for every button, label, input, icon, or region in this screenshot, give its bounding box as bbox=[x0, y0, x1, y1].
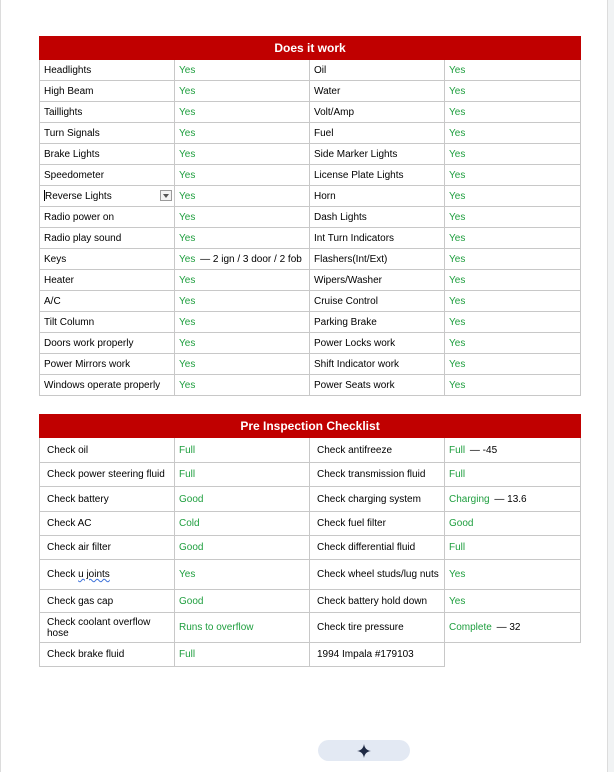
check-result-text: Full bbox=[449, 444, 466, 456]
table-row bbox=[40, 613, 581, 643]
check-result[interactable] bbox=[175, 643, 310, 667]
check-result-text: Full bbox=[449, 469, 466, 480]
check-result-text: Runs to overflow bbox=[179, 622, 254, 633]
item-status-text: Yes bbox=[449, 337, 466, 349]
item-status-text: Yes bbox=[449, 64, 466, 76]
table-row bbox=[40, 536, 581, 560]
item-status-text: Yes bbox=[179, 211, 196, 223]
check-result-text: Full bbox=[179, 649, 196, 660]
check-result-text: Cold bbox=[179, 518, 200, 529]
item-status-text: Yes bbox=[179, 106, 196, 118]
item-status-text: Yes bbox=[179, 379, 196, 391]
check-result-text: Charging bbox=[449, 493, 490, 505]
check-result[interactable] bbox=[445, 590, 581, 613]
item-status-text: Yes bbox=[449, 85, 466, 97]
item-label[interactable] bbox=[310, 354, 445, 375]
item-status[interactable] bbox=[175, 354, 310, 375]
item-label-text: Shift Indicator work bbox=[314, 358, 400, 370]
check-result[interactable] bbox=[445, 512, 581, 536]
item-status-text: Yes bbox=[179, 232, 196, 244]
check-result[interactable] bbox=[445, 643, 581, 667]
check-label[interactable] bbox=[40, 643, 175, 667]
item-label[interactable] bbox=[40, 207, 175, 228]
table-row bbox=[40, 102, 581, 123]
item-label-text: Taillights bbox=[44, 106, 83, 118]
item-label[interactable] bbox=[40, 123, 175, 144]
check-label[interactable] bbox=[310, 643, 445, 667]
sparkle-icon[interactable] bbox=[357, 744, 371, 758]
item-label-text: Horn bbox=[314, 190, 336, 202]
item-label-text: Headlights bbox=[44, 64, 92, 76]
item-label[interactable] bbox=[310, 81, 445, 102]
check-label[interactable] bbox=[310, 463, 445, 487]
item-status[interactable] bbox=[175, 186, 310, 207]
item-label-text: Doors work properly bbox=[44, 337, 134, 349]
item-label-text: Radio power on bbox=[44, 211, 115, 223]
check-label-text: Check battery bbox=[47, 493, 109, 505]
table-row bbox=[40, 228, 581, 249]
item-label[interactable] bbox=[40, 186, 175, 207]
check-label[interactable] bbox=[40, 463, 175, 487]
table-row bbox=[40, 270, 581, 291]
check-result[interactable] bbox=[445, 487, 581, 512]
table-row bbox=[40, 291, 581, 312]
item-label-text: Tilt Column bbox=[44, 316, 95, 328]
item-status-text: Yes bbox=[179, 337, 196, 349]
item-label[interactable] bbox=[310, 228, 445, 249]
check-label-text: Check tire pressure bbox=[317, 622, 404, 633]
check-label-text: Check differential fluid bbox=[317, 542, 416, 553]
check-label[interactable] bbox=[40, 438, 175, 463]
item-status-text: Yes bbox=[179, 316, 196, 328]
check-label[interactable] bbox=[310, 613, 445, 643]
item-status-text: Yes bbox=[449, 169, 466, 181]
table-row bbox=[40, 144, 581, 165]
item-status-text: Yes bbox=[449, 211, 466, 223]
item-status-text: Yes bbox=[449, 190, 466, 202]
item-label[interactable] bbox=[40, 333, 175, 354]
item-status-text: Yes bbox=[179, 274, 196, 286]
item-status[interactable] bbox=[175, 270, 310, 291]
item-status-text: Yes bbox=[179, 358, 196, 370]
table-row bbox=[40, 207, 581, 228]
item-status[interactable] bbox=[445, 165, 581, 186]
item-status[interactable] bbox=[445, 249, 581, 270]
item-status-text: Yes bbox=[449, 316, 466, 328]
check-result-text: Yes bbox=[449, 569, 466, 580]
check-label[interactable] bbox=[310, 536, 445, 560]
item-status[interactable] bbox=[445, 144, 581, 165]
check-result-text: Good bbox=[179, 595, 204, 607]
table-row bbox=[40, 333, 581, 354]
item-label-text: Cruise Control bbox=[314, 295, 378, 307]
item-label-text: Int Turn Indicators bbox=[314, 232, 395, 244]
item-status[interactable] bbox=[445, 207, 581, 228]
item-status-text: Yes bbox=[179, 253, 196, 265]
item-label-text: Radio play sound bbox=[44, 232, 122, 244]
item-status[interactable] bbox=[445, 186, 581, 207]
item-label[interactable] bbox=[40, 354, 175, 375]
check-label-text: Check charging system bbox=[317, 493, 421, 505]
item-label[interactable] bbox=[40, 375, 175, 396]
item-label-text: Speedometer bbox=[44, 169, 105, 181]
pre-inspection-header: Pre Inspection Checklist bbox=[40, 415, 581, 438]
item-label-text: Volt/Amp bbox=[314, 106, 355, 118]
table-row bbox=[40, 123, 581, 144]
item-label[interactable] bbox=[40, 291, 175, 312]
item-label-text: Power Seats work bbox=[314, 379, 395, 391]
item-label-text: Wipers/Washer bbox=[314, 274, 382, 286]
item-status-text: Yes bbox=[449, 274, 466, 286]
item-label[interactable] bbox=[40, 102, 175, 123]
item-label-text: High Beam bbox=[44, 85, 94, 97]
item-label[interactable] bbox=[40, 144, 175, 165]
value-note: — -45 bbox=[469, 444, 498, 456]
item-status[interactable] bbox=[445, 270, 581, 291]
item-label-text: Parking Brake bbox=[314, 316, 377, 328]
item-status[interactable] bbox=[175, 123, 310, 144]
item-status-text: Yes bbox=[449, 379, 466, 391]
item-label[interactable] bbox=[310, 102, 445, 123]
value-note: — 32 bbox=[496, 622, 521, 633]
does-it-work-table bbox=[39, 36, 581, 396]
item-status-text: Yes bbox=[449, 106, 466, 118]
check-label[interactable] bbox=[40, 590, 175, 613]
check-result[interactable] bbox=[445, 536, 581, 560]
check-label-text: Check battery hold down bbox=[317, 595, 428, 607]
check-label-text: Check transmission fluid bbox=[317, 469, 426, 480]
check-result-text: Good bbox=[449, 518, 474, 529]
check-result[interactable] bbox=[445, 463, 581, 487]
check-result[interactable] bbox=[175, 536, 310, 560]
check-result[interactable] bbox=[175, 463, 310, 487]
item-label-text: Windows operate properly bbox=[44, 379, 161, 391]
item-label[interactable] bbox=[310, 291, 445, 312]
check-label-text: Check power steering fluid bbox=[47, 469, 165, 480]
item-label[interactable] bbox=[310, 165, 445, 186]
check-result[interactable] bbox=[445, 613, 581, 643]
item-status[interactable] bbox=[175, 207, 310, 228]
table-row bbox=[40, 165, 581, 186]
item-status[interactable] bbox=[175, 291, 310, 312]
table-row bbox=[40, 60, 581, 81]
item-status[interactable] bbox=[175, 81, 310, 102]
item-status[interactable] bbox=[445, 312, 581, 333]
floating-toolbar[interactable] bbox=[318, 740, 410, 761]
item-label[interactable] bbox=[310, 270, 445, 291]
check-result-text: Yes bbox=[449, 595, 466, 607]
item-label-text: Power Locks work bbox=[314, 337, 396, 349]
check-label-text: Check AC bbox=[47, 518, 92, 529]
item-label-text: Turn Signals bbox=[44, 127, 100, 139]
item-status[interactable] bbox=[175, 333, 310, 354]
check-label[interactable] bbox=[40, 560, 175, 590]
item-status-text: Yes bbox=[449, 358, 466, 370]
check-label-text: Check wheel studs/lug nuts bbox=[317, 569, 439, 580]
item-label-text: License Plate Lights bbox=[314, 169, 404, 181]
value-note: — 13.6 bbox=[494, 493, 527, 505]
item-status-text: Yes bbox=[179, 85, 196, 97]
check-label-text: Check antifreeze bbox=[317, 444, 393, 456]
check-label-text: Check fuel filter bbox=[317, 518, 386, 529]
check-result-text: Good bbox=[179, 493, 204, 505]
item-label-text: Reverse Lights bbox=[45, 191, 112, 202]
check-label-text: 1994 Impala #179103 bbox=[317, 649, 414, 660]
item-label-text: Flashers(Int/Ext) bbox=[314, 253, 388, 265]
item-label[interactable] bbox=[40, 312, 175, 333]
check-result[interactable] bbox=[445, 560, 581, 590]
check-label-text: Check air filter bbox=[47, 542, 111, 553]
check-label[interactable] bbox=[40, 512, 175, 536]
check-result[interactable] bbox=[175, 487, 310, 512]
check-result[interactable] bbox=[175, 613, 310, 643]
item-label[interactable] bbox=[310, 375, 445, 396]
item-label-text: Dash Lights bbox=[314, 211, 367, 223]
item-status-text: Yes bbox=[449, 148, 466, 160]
item-status-text: Yes bbox=[179, 190, 196, 202]
check-result-text: Full bbox=[179, 444, 196, 456]
item-label-text: Heater bbox=[44, 274, 75, 286]
table-row bbox=[40, 487, 581, 512]
check-label-text: Check brake fluid bbox=[47, 649, 125, 660]
does-it-work-header: Does it work bbox=[40, 37, 581, 60]
item-status-text: Yes bbox=[179, 148, 196, 160]
pre-inspection-table bbox=[39, 414, 581, 667]
item-status[interactable] bbox=[445, 375, 581, 396]
table-row bbox=[40, 438, 581, 463]
item-label-text: A/C bbox=[44, 295, 61, 307]
check-result[interactable] bbox=[445, 438, 581, 463]
check-result[interactable] bbox=[175, 560, 310, 590]
table-row bbox=[40, 375, 581, 396]
item-status[interactable] bbox=[445, 354, 581, 375]
item-label[interactable] bbox=[310, 333, 445, 354]
item-label[interactable] bbox=[310, 207, 445, 228]
item-label[interactable] bbox=[40, 165, 175, 186]
check-label[interactable] bbox=[310, 512, 445, 536]
item-status[interactable] bbox=[445, 123, 581, 144]
check-result-text: Good bbox=[179, 542, 204, 553]
item-label[interactable] bbox=[310, 312, 445, 333]
item-status[interactable] bbox=[445, 60, 581, 81]
table-row bbox=[40, 512, 581, 536]
check-result[interactable] bbox=[175, 590, 310, 613]
check-result[interactable] bbox=[175, 512, 310, 536]
item-label[interactable] bbox=[310, 123, 445, 144]
item-label-text: Water bbox=[314, 85, 341, 97]
check-result-text: Full bbox=[179, 469, 196, 480]
item-label-text: Brake Lights bbox=[44, 148, 100, 160]
item-status-text: Yes bbox=[179, 127, 196, 139]
item-status[interactable] bbox=[445, 81, 581, 102]
item-status[interactable] bbox=[175, 165, 310, 186]
item-status[interactable] bbox=[445, 228, 581, 249]
check-label-text: Check oil bbox=[47, 444, 89, 456]
item-status-text: Yes bbox=[449, 295, 466, 307]
table-row bbox=[40, 590, 581, 613]
item-status[interactable] bbox=[175, 60, 310, 81]
item-status[interactable] bbox=[175, 249, 310, 270]
table-row bbox=[40, 560, 581, 590]
item-status[interactable] bbox=[175, 312, 310, 333]
item-label-text: Oil bbox=[314, 64, 327, 76]
item-status[interactable] bbox=[445, 102, 581, 123]
check-label[interactable] bbox=[40, 613, 175, 643]
table-row bbox=[40, 81, 581, 102]
item-label[interactable] bbox=[310, 249, 445, 270]
item-label[interactable] bbox=[310, 144, 445, 165]
item-label-text: Fuel bbox=[314, 127, 334, 139]
item-status[interactable] bbox=[175, 144, 310, 165]
item-status-text: Yes bbox=[179, 169, 196, 181]
item-status[interactable] bbox=[175, 375, 310, 396]
table-row bbox=[40, 643, 581, 667]
item-status[interactable] bbox=[175, 102, 310, 123]
item-label-text: Keys bbox=[44, 253, 67, 265]
check-label[interactable] bbox=[40, 487, 175, 512]
item-status[interactable] bbox=[445, 333, 581, 354]
check-result[interactable] bbox=[175, 438, 310, 463]
check-label-text: Check gas cap bbox=[47, 595, 114, 607]
item-label[interactable] bbox=[310, 186, 445, 207]
item-label-text: Side Marker Lights bbox=[314, 148, 398, 160]
check-label[interactable] bbox=[310, 438, 445, 463]
item-label-text: Power Mirrors work bbox=[44, 358, 131, 370]
item-status[interactable] bbox=[445, 291, 581, 312]
check-label[interactable] bbox=[310, 487, 445, 512]
item-label[interactable] bbox=[40, 249, 175, 270]
item-label[interactable] bbox=[310, 60, 445, 81]
check-label-text: Check coolant overflow hose bbox=[47, 616, 151, 639]
item-status[interactable] bbox=[175, 228, 310, 249]
check-label-text: Check u joints bbox=[47, 569, 110, 580]
check-label[interactable] bbox=[40, 536, 175, 560]
check-label[interactable] bbox=[310, 560, 445, 590]
item-status-text: Yes bbox=[179, 295, 196, 307]
table-row bbox=[40, 312, 581, 333]
spellcheck-underline: u joints bbox=[78, 569, 110, 580]
value-note: — 2 ign / 3 door / 2 fob bbox=[200, 253, 302, 265]
check-result-text: Complete bbox=[449, 622, 492, 633]
item-label[interactable] bbox=[40, 81, 175, 102]
item-status-text: Yes bbox=[449, 127, 466, 139]
dropdown-chevron-icon[interactable] bbox=[160, 190, 172, 201]
check-result-text: Yes bbox=[179, 569, 196, 580]
item-label[interactable] bbox=[40, 270, 175, 291]
table-row bbox=[40, 463, 581, 487]
item-label[interactable] bbox=[40, 228, 175, 249]
item-status-text: Yes bbox=[179, 64, 196, 76]
check-label[interactable] bbox=[310, 590, 445, 613]
item-label[interactable] bbox=[40, 60, 175, 81]
item-status-text: Yes bbox=[449, 232, 466, 244]
check-result-text: Full bbox=[449, 542, 466, 553]
table-row bbox=[40, 186, 581, 207]
table-row bbox=[40, 249, 581, 270]
table-row bbox=[40, 354, 581, 375]
item-status-text: Yes bbox=[449, 253, 466, 265]
